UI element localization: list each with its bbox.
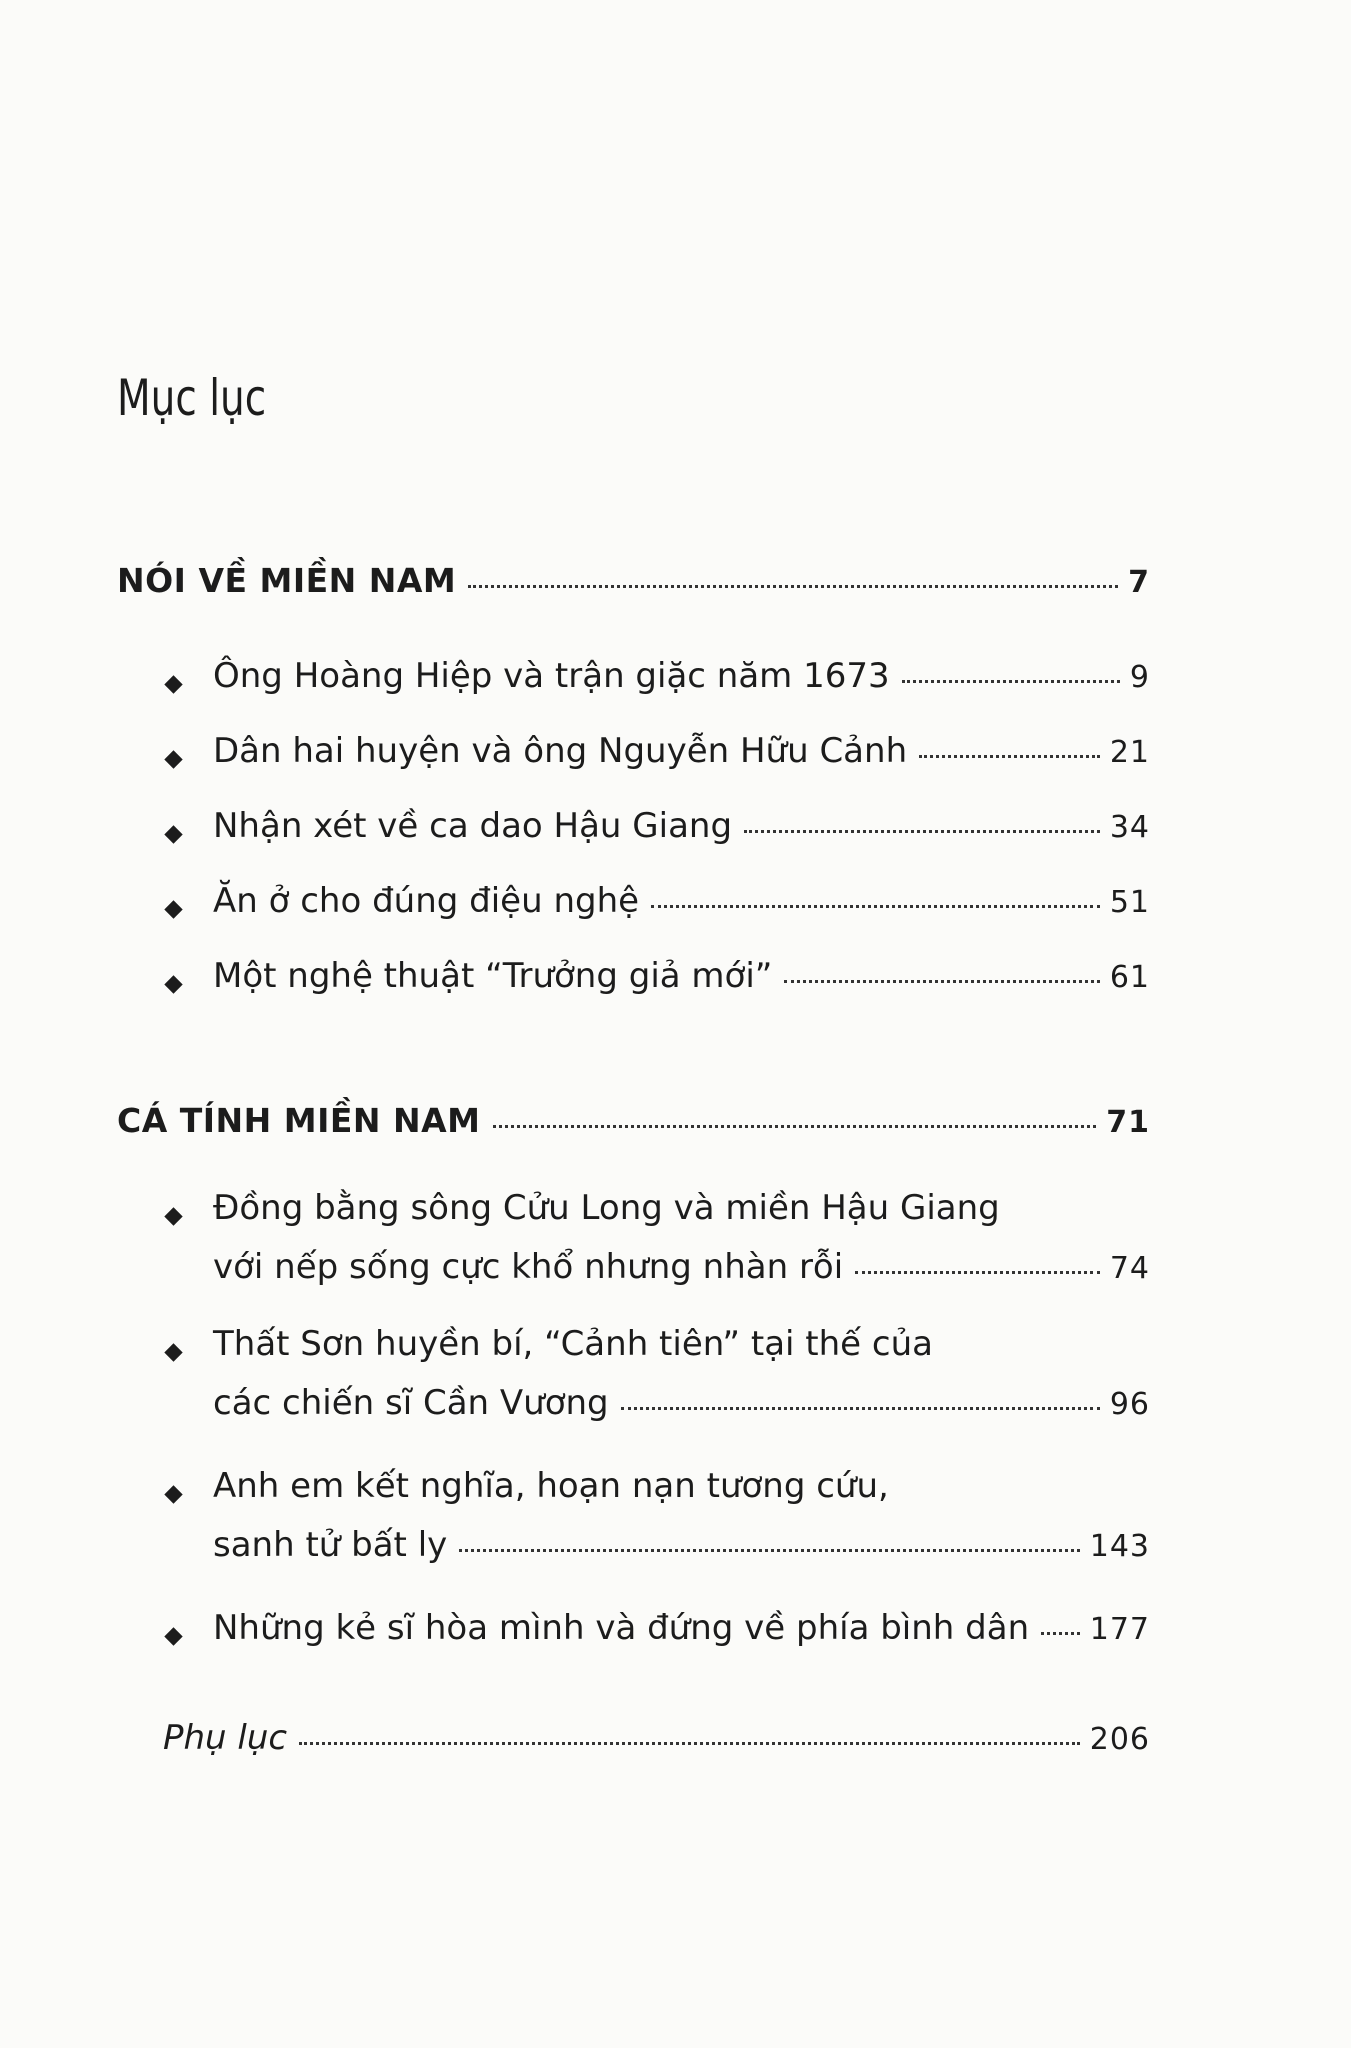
entry-title: Dân hai huyện và ông Nguyễn Hữu Cảnh bbox=[213, 731, 908, 771]
page-number: 96 bbox=[1109, 1387, 1150, 1422]
dot-leader bbox=[902, 680, 1120, 683]
diamond-bullet-icon bbox=[164, 975, 182, 993]
dot-leader bbox=[744, 830, 1100, 833]
page-number: 74 bbox=[1109, 1251, 1150, 1286]
dot-leader bbox=[651, 905, 1100, 908]
diamond-bullet-icon bbox=[164, 1343, 182, 1361]
diamond-bullet-icon bbox=[164, 675, 182, 693]
entry-title: với nếp sống cực khổ nhưng nhàn rỗi bbox=[213, 1247, 844, 1287]
entry-title-line1: Đồng bằng sông Cửu Long và miền Hậu Giang bbox=[213, 1188, 1000, 1228]
section-title: CÁ TÍNH MIỀN NAM bbox=[117, 1101, 481, 1140]
page-number: 9 bbox=[1129, 660, 1150, 695]
dot-leader bbox=[299, 1742, 1080, 1745]
appendix-title: Phụ lục bbox=[163, 1718, 288, 1758]
diamond-bullet-icon bbox=[164, 1627, 182, 1645]
dot-leader bbox=[919, 755, 1100, 758]
page-number: 7 bbox=[1128, 565, 1150, 600]
page-number: 21 bbox=[1109, 735, 1150, 770]
entry-title-line1: Thất Sơn huyền bí, “Cảnh tiên” tại thế của bbox=[213, 1324, 933, 1364]
page-number: 206 bbox=[1089, 1722, 1150, 1757]
entry-title: sanh tử bất ly bbox=[213, 1525, 448, 1565]
diamond-bullet-icon bbox=[164, 900, 182, 918]
entry-title-line1: Anh em kết nghĩa, hoạn nạn tương cứu, bbox=[213, 1466, 889, 1506]
dot-leader bbox=[459, 1549, 1079, 1552]
dot-leader bbox=[855, 1271, 1100, 1274]
page-number: 51 bbox=[1109, 885, 1150, 920]
entry-title: Một nghệ thuật “Trưởng giả mới” bbox=[213, 956, 773, 996]
entry-title: Ông Hoàng Hiệp và trận giặc năm 1673 bbox=[213, 656, 890, 696]
diamond-bullet-icon bbox=[164, 750, 182, 768]
dot-leader bbox=[468, 585, 1118, 588]
page-title: Mục lục bbox=[117, 369, 267, 427]
page-number: 61 bbox=[1109, 960, 1150, 995]
toc-entry bbox=[213, 880, 1150, 924]
dot-leader bbox=[621, 1407, 1100, 1410]
section-heading-2 bbox=[117, 1100, 1150, 1144]
toc-entry bbox=[213, 1524, 1150, 1568]
toc-entry bbox=[213, 955, 1150, 999]
toc-entry bbox=[213, 1246, 1150, 1290]
section-title: NÓI VỀ MIỀN NAM bbox=[117, 561, 457, 600]
toc-entry bbox=[213, 730, 1150, 774]
section-heading-1 bbox=[117, 560, 1150, 604]
appendix-entry bbox=[163, 1717, 1150, 1761]
dot-leader bbox=[493, 1125, 1097, 1128]
toc-entry bbox=[213, 655, 1150, 699]
toc-entry bbox=[213, 1607, 1150, 1651]
dot-leader bbox=[784, 980, 1099, 983]
page-number: 34 bbox=[1109, 810, 1150, 845]
dot-leader bbox=[1041, 1632, 1080, 1635]
entry-title: Những kẻ sĩ hòa mình và đứng về phía bình dân bbox=[213, 1608, 1030, 1648]
entry-title: Nhận xét về ca dao Hậu Giang bbox=[213, 806, 733, 846]
entry-title: Ăn ở cho đúng điệu nghệ bbox=[213, 881, 640, 921]
page-number: 71 bbox=[1106, 1105, 1150, 1140]
toc-entry bbox=[213, 1382, 1150, 1426]
entry-title: các chiến sĩ Cần Vương bbox=[213, 1383, 609, 1423]
page-number: 143 bbox=[1089, 1529, 1150, 1564]
diamond-bullet-icon bbox=[164, 1207, 182, 1225]
page-number: 177 bbox=[1089, 1612, 1150, 1647]
toc-entry bbox=[213, 805, 1150, 849]
diamond-bullet-icon bbox=[164, 1485, 182, 1503]
diamond-bullet-icon bbox=[164, 825, 182, 843]
